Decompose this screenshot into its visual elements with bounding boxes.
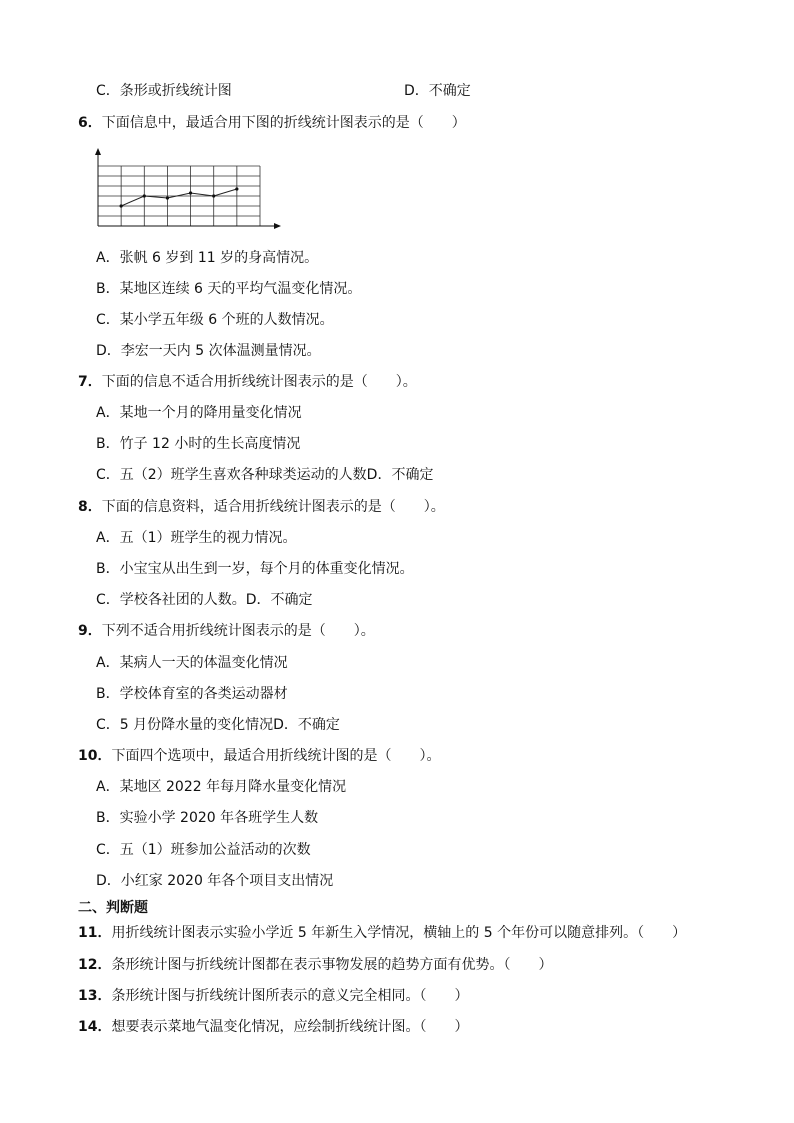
q6-option-d: D．李宏一天内 5 次体温测量情况。 — [96, 343, 321, 359]
q10-option-d: D．小红家 2020 年各个项目支出情况 — [96, 873, 334, 889]
question-13-stem: 条形统计图与折线统计图所表示的意义完全相同。（ ） — [111, 988, 469, 1004]
question-11-number: 11． — [78, 925, 112, 941]
chart-point — [212, 194, 215, 197]
section-title-judgement: 二、判断题 — [78, 900, 148, 916]
q10-option-c: C．五（1）班参加公益活动的次数 — [96, 842, 311, 858]
q9-option-b: B．学校体育室的各类运动器材 — [96, 686, 288, 702]
question-9-number: 9． — [78, 623, 102, 639]
question-9 — [78, 621, 375, 641]
q6-option-a: A．张帆 6 岁到 11 岁的身高情况。 — [96, 250, 319, 266]
q7-option-b: B．竹子 12 小时的生长高度情况 — [96, 436, 301, 452]
question-8-number: 8． — [78, 499, 102, 515]
line-chart-figure — [90, 146, 286, 236]
q9-option-a: A．某病人一天的体温变化情况 — [96, 655, 288, 671]
question-12-number: 12． — [78, 957, 112, 973]
question-12 — [78, 955, 552, 975]
chart-point — [189, 191, 192, 194]
question-8-stem: 下面的信息资料，适合用折线统计图表示的是（ ）。 — [101, 499, 445, 515]
y-axis-arrow-icon — [95, 148, 101, 155]
chart-point — [235, 187, 238, 190]
q8-option-b: B．小宝宝从出生到一岁，每个月的体重变化情况。 — [96, 561, 414, 577]
question-13-number: 13． — [78, 988, 112, 1004]
q10-option-a: A．某地区 2022 年每月降水量变化情况 — [96, 779, 347, 795]
q7-option-c: C．五（2）班学生喜欢各种球类运动的人数D．不确定 — [96, 467, 434, 483]
q9-option-c: C．5 月份降水量的变化情况D．不确定 — [96, 717, 340, 733]
question-7 — [78, 372, 417, 392]
question-14-number: 14． — [78, 1019, 112, 1035]
chart-point — [143, 194, 146, 197]
question-7-stem: 下面的信息不适合用折线统计图表示的是（ ）。 — [101, 374, 417, 390]
chart-point — [120, 204, 123, 207]
chart-series-line — [121, 189, 237, 206]
question-13 — [78, 986, 468, 1006]
question-6 — [78, 113, 466, 133]
q8-option-a: A．五（1）班学生的视力情况。 — [96, 530, 297, 546]
chart-points — [120, 187, 239, 207]
question-8 — [78, 497, 445, 517]
question-9-stem: 下列不适合用折线统计图表示的是（ ）。 — [101, 623, 375, 639]
question-10 — [78, 746, 440, 766]
question-11-stem: 用折线统计图表示实验小学近 5 年新生入学情况，横轴上的 5 个年份可以随意排列。（ ） — [111, 925, 687, 941]
q6-option-b: B．某地区连续 6 天的平均气温变化情况。 — [96, 281, 362, 297]
q5-option-d: D．不确定 — [404, 83, 471, 99]
question-11 — [78, 923, 686, 943]
q6-option-c: C．某小学五年级 6 个班的人数情况。 — [96, 312, 334, 328]
q8-option-c: C．学校各社团的人数。D．不确定 — [96, 592, 313, 608]
question-7-number: 7． — [78, 374, 102, 390]
question-14 — [78, 1017, 468, 1037]
question-10-number: 10． — [78, 748, 112, 764]
q10-option-b: B．实验小学 2020 年各班学生人数 — [96, 810, 319, 826]
question-6-stem: 下面信息中，最适合用下图的折线统计图表示的是（ ） — [101, 115, 466, 131]
x-axis-arrow-icon — [274, 223, 281, 229]
question-14-stem: 想要表示菜地气温变化情况，应绘制折线统计图。（ ） — [111, 1019, 469, 1035]
chart-point — [166, 196, 169, 199]
question-6-number: 6． — [78, 115, 102, 131]
chart-axes — [95, 148, 281, 229]
q5-option-c-row — [96, 81, 471, 101]
question-10-stem: 下面四个选项中，最适合用折线统计图的是（ ）。 — [111, 748, 441, 764]
q5-option-c: C．条形或折线统计图 — [96, 83, 232, 99]
question-12-stem: 条形统计图与折线统计图都在表示事物发展的趋势方面有优势。（ ） — [111, 957, 553, 973]
q7-option-a: A．某地一个月的降用量变化情况 — [96, 405, 302, 421]
